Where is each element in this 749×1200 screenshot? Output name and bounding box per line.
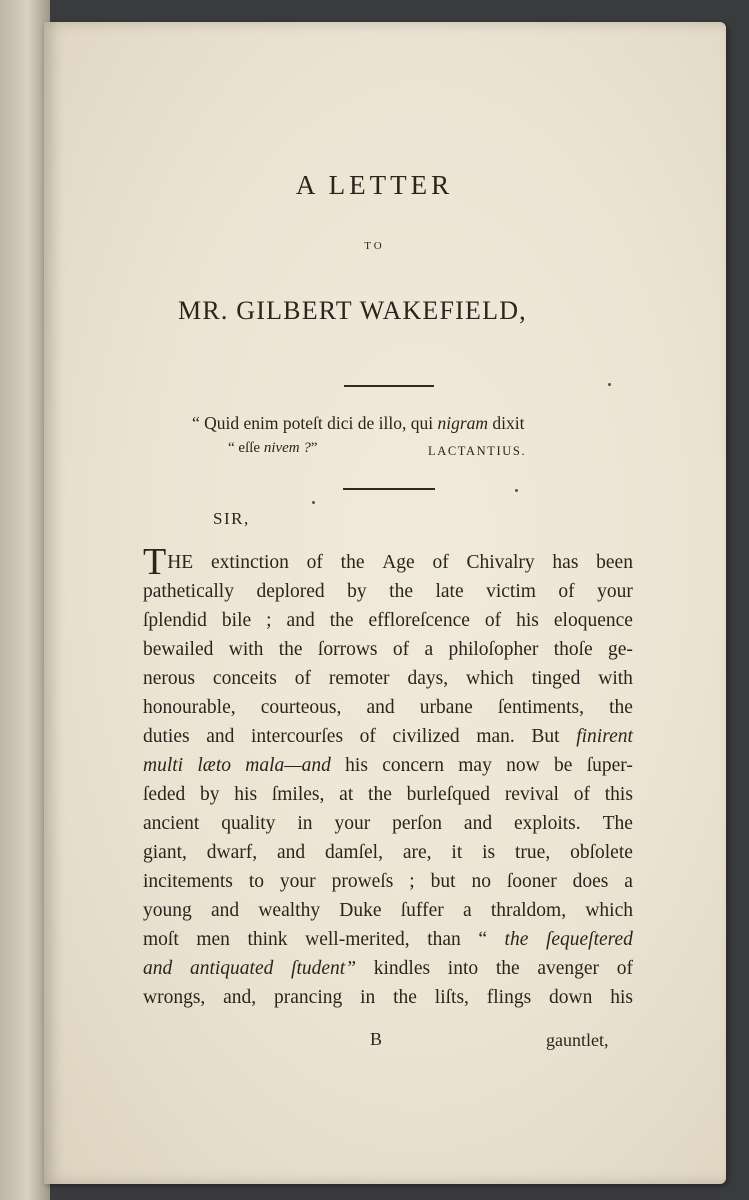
- lower-rule: [343, 488, 435, 490]
- body-line: honourable, courteous, and urbane ſentiments, the: [143, 697, 633, 718]
- body-text: [143, 541, 633, 1012]
- page-title: A LETTER: [295, 170, 454, 200]
- body-line: bewailed with the ſorrows of a philoſopher thoſe ge-: [143, 639, 633, 660]
- body-line: multi læto mala—and his concern may now be ſuper-: [143, 755, 633, 776]
- body-line: moſt men think well-merited, than “ the ſequeſtered: [143, 929, 633, 950]
- salutation: SIR,: [213, 509, 250, 528]
- body-line: pathetically deplored by the late victim of your: [143, 581, 633, 602]
- page-speck: [608, 383, 611, 386]
- body-line: ſeded by his ſmiles, at the burleſqued revival of this: [143, 784, 633, 805]
- body-line: nerous conceits of remoter days, which tinged with: [143, 668, 633, 689]
- to-line: TO: [364, 240, 385, 252]
- page-speck: [312, 501, 315, 504]
- body-line: incitements to your proweſs ; but no ſooner does a: [143, 871, 633, 892]
- signature-mark: B: [370, 1029, 383, 1049]
- catchword: gauntlet,: [546, 1030, 609, 1050]
- body-line: duties and intercourſes of civilized man. But finirent: [143, 726, 633, 747]
- epigraph-author: LACTANTIUS.: [428, 444, 527, 458]
- body-line: and antiquated ſtudent” kindles into the avenger of: [143, 958, 633, 979]
- body-line: young and wealthy Duke ſuffer a thraldom, which: [143, 900, 633, 921]
- drop-cap: T: [143, 541, 167, 583]
- epigraph-line-1-text: “ Quid enim poteſt dici de illo, qui nigram dixit: [192, 413, 525, 433]
- body-line: ſplendid bile ; and the effloreſcence of his eloquence: [143, 610, 633, 631]
- epigraph-line-2: “ eſſe nivem ?”: [228, 440, 318, 456]
- body-line: wrongs, and, prancing in the liſts, flings down his: [143, 987, 633, 1008]
- page-speck: [515, 489, 518, 492]
- upper-rule: [344, 385, 434, 387]
- addressee-heading: MR. GILBERT WAKEFIELD,: [178, 296, 527, 325]
- body-line: ancient quality in your perſon and exploits. The: [143, 813, 633, 834]
- epigraph-line-1: [192, 413, 524, 434]
- body-line: T HE extinction of the Age of Chivalry has been: [143, 541, 633, 583]
- body-line: giant, dwarf, and damſel, are, it is true, obſolete: [143, 842, 633, 863]
